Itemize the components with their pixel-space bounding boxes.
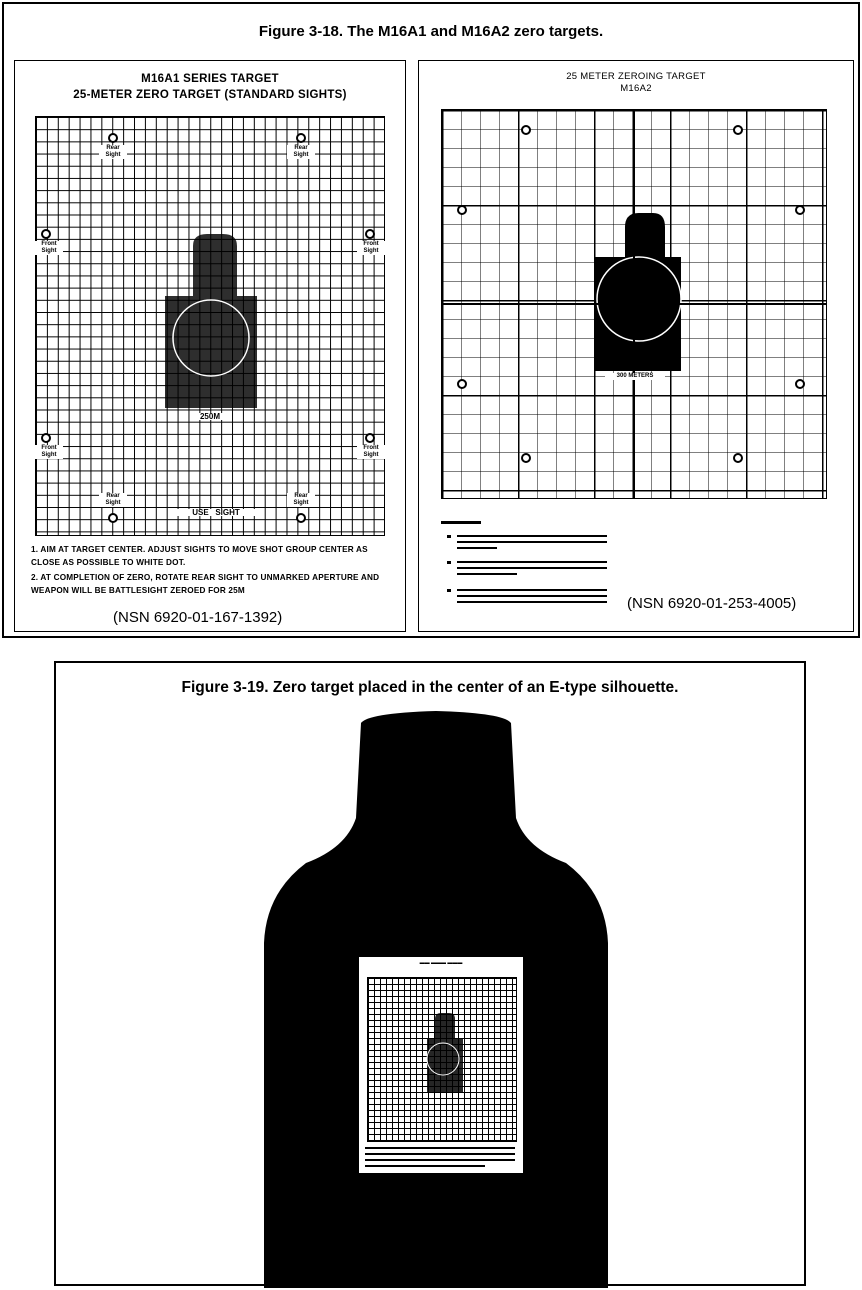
rear-sight-label: Rear Sight (99, 145, 127, 159)
front-sight-label: Front Sight (357, 445, 385, 459)
m16a1-title: M16A1 SERIES TARGET (141, 73, 279, 85)
rear-sight-label: Rear Sight (287, 145, 315, 159)
front-sight-label: Front Sight (35, 445, 63, 459)
front-sight-label: Front Sight (357, 241, 385, 255)
placed-zero-target: ▬▬ ▬▬▬ ▬▬▬ (358, 956, 524, 1174)
use-sight-label: USE SIGHT (171, 509, 261, 516)
m16a2-fine-print (441, 521, 611, 621)
target-marker-icon (457, 205, 467, 215)
front-sight-marker-icon (41, 229, 51, 239)
rear-sight-marker-icon (296, 133, 306, 143)
target-marker-icon (795, 205, 805, 215)
m16a1-silhouette (35, 116, 385, 536)
m16a2-title: 25 METER ZEROING TARGET (566, 71, 706, 82)
target-marker-icon (733, 453, 743, 463)
m16a1-instruction-2: 2. AT COMPLETION OF ZERO, ROTATE REAR SIGHT TO UNMARKED APERTURE AND WEAPON WILL BE BATTLESIGHT ZEROED FOR 25M (31, 573, 380, 595)
figure-3-18-frame (2, 2, 860, 638)
target-marker-icon (795, 379, 805, 389)
front-sight-marker-icon (365, 433, 375, 443)
rear-sight-label: Rear Sight (287, 493, 315, 507)
figure-3-19-title: Figure 3-19. Zero target placed in the center of an E-type silhouette. (181, 679, 679, 696)
rear-sight-label: Rear Sight (99, 493, 127, 507)
figure-3-19-frame (54, 661, 806, 1286)
figure-3-18-title: Figure 3-18. The M16A1 and M16A2 zero targets. (258, 23, 604, 40)
m16a2-nsn: (NSN 6920-01-253-4005) (627, 595, 797, 612)
front-sight-marker-icon (365, 229, 375, 239)
m16a2-silhouette (441, 109, 827, 499)
m16a2-target-panel (418, 60, 854, 632)
m16a1-subtitle: 25-METER ZERO TARGET (STANDARD SIGHTS) (73, 89, 347, 101)
rear-sight-marker-icon (108, 513, 118, 523)
rear-sight-marker-icon (108, 133, 118, 143)
m16a1-target-panel (14, 60, 406, 632)
m16a1-250m-label: 250M (193, 413, 227, 420)
m16a1-instruction-1: 1. AIM AT TARGET CENTER. ADJUST SIGHTS TO MOVE SHOT GROUP CENTER AS CLOSE AS POSSIBLE TO WHITE DOT. (31, 545, 368, 567)
m16a1-nsn: (NSN 6920-01-167-1392) (113, 609, 283, 626)
m16a2-300m-label: 300 METERS (605, 373, 665, 380)
m16a2-subtitle: M16A2 (620, 83, 652, 94)
target-marker-icon (457, 379, 467, 389)
target-marker-icon (521, 453, 531, 463)
front-sight-marker-icon (41, 433, 51, 443)
target-marker-icon (521, 125, 531, 135)
rear-sight-marker-icon (296, 513, 306, 523)
front-sight-label: Front Sight (35, 241, 63, 255)
target-marker-icon (733, 125, 743, 135)
